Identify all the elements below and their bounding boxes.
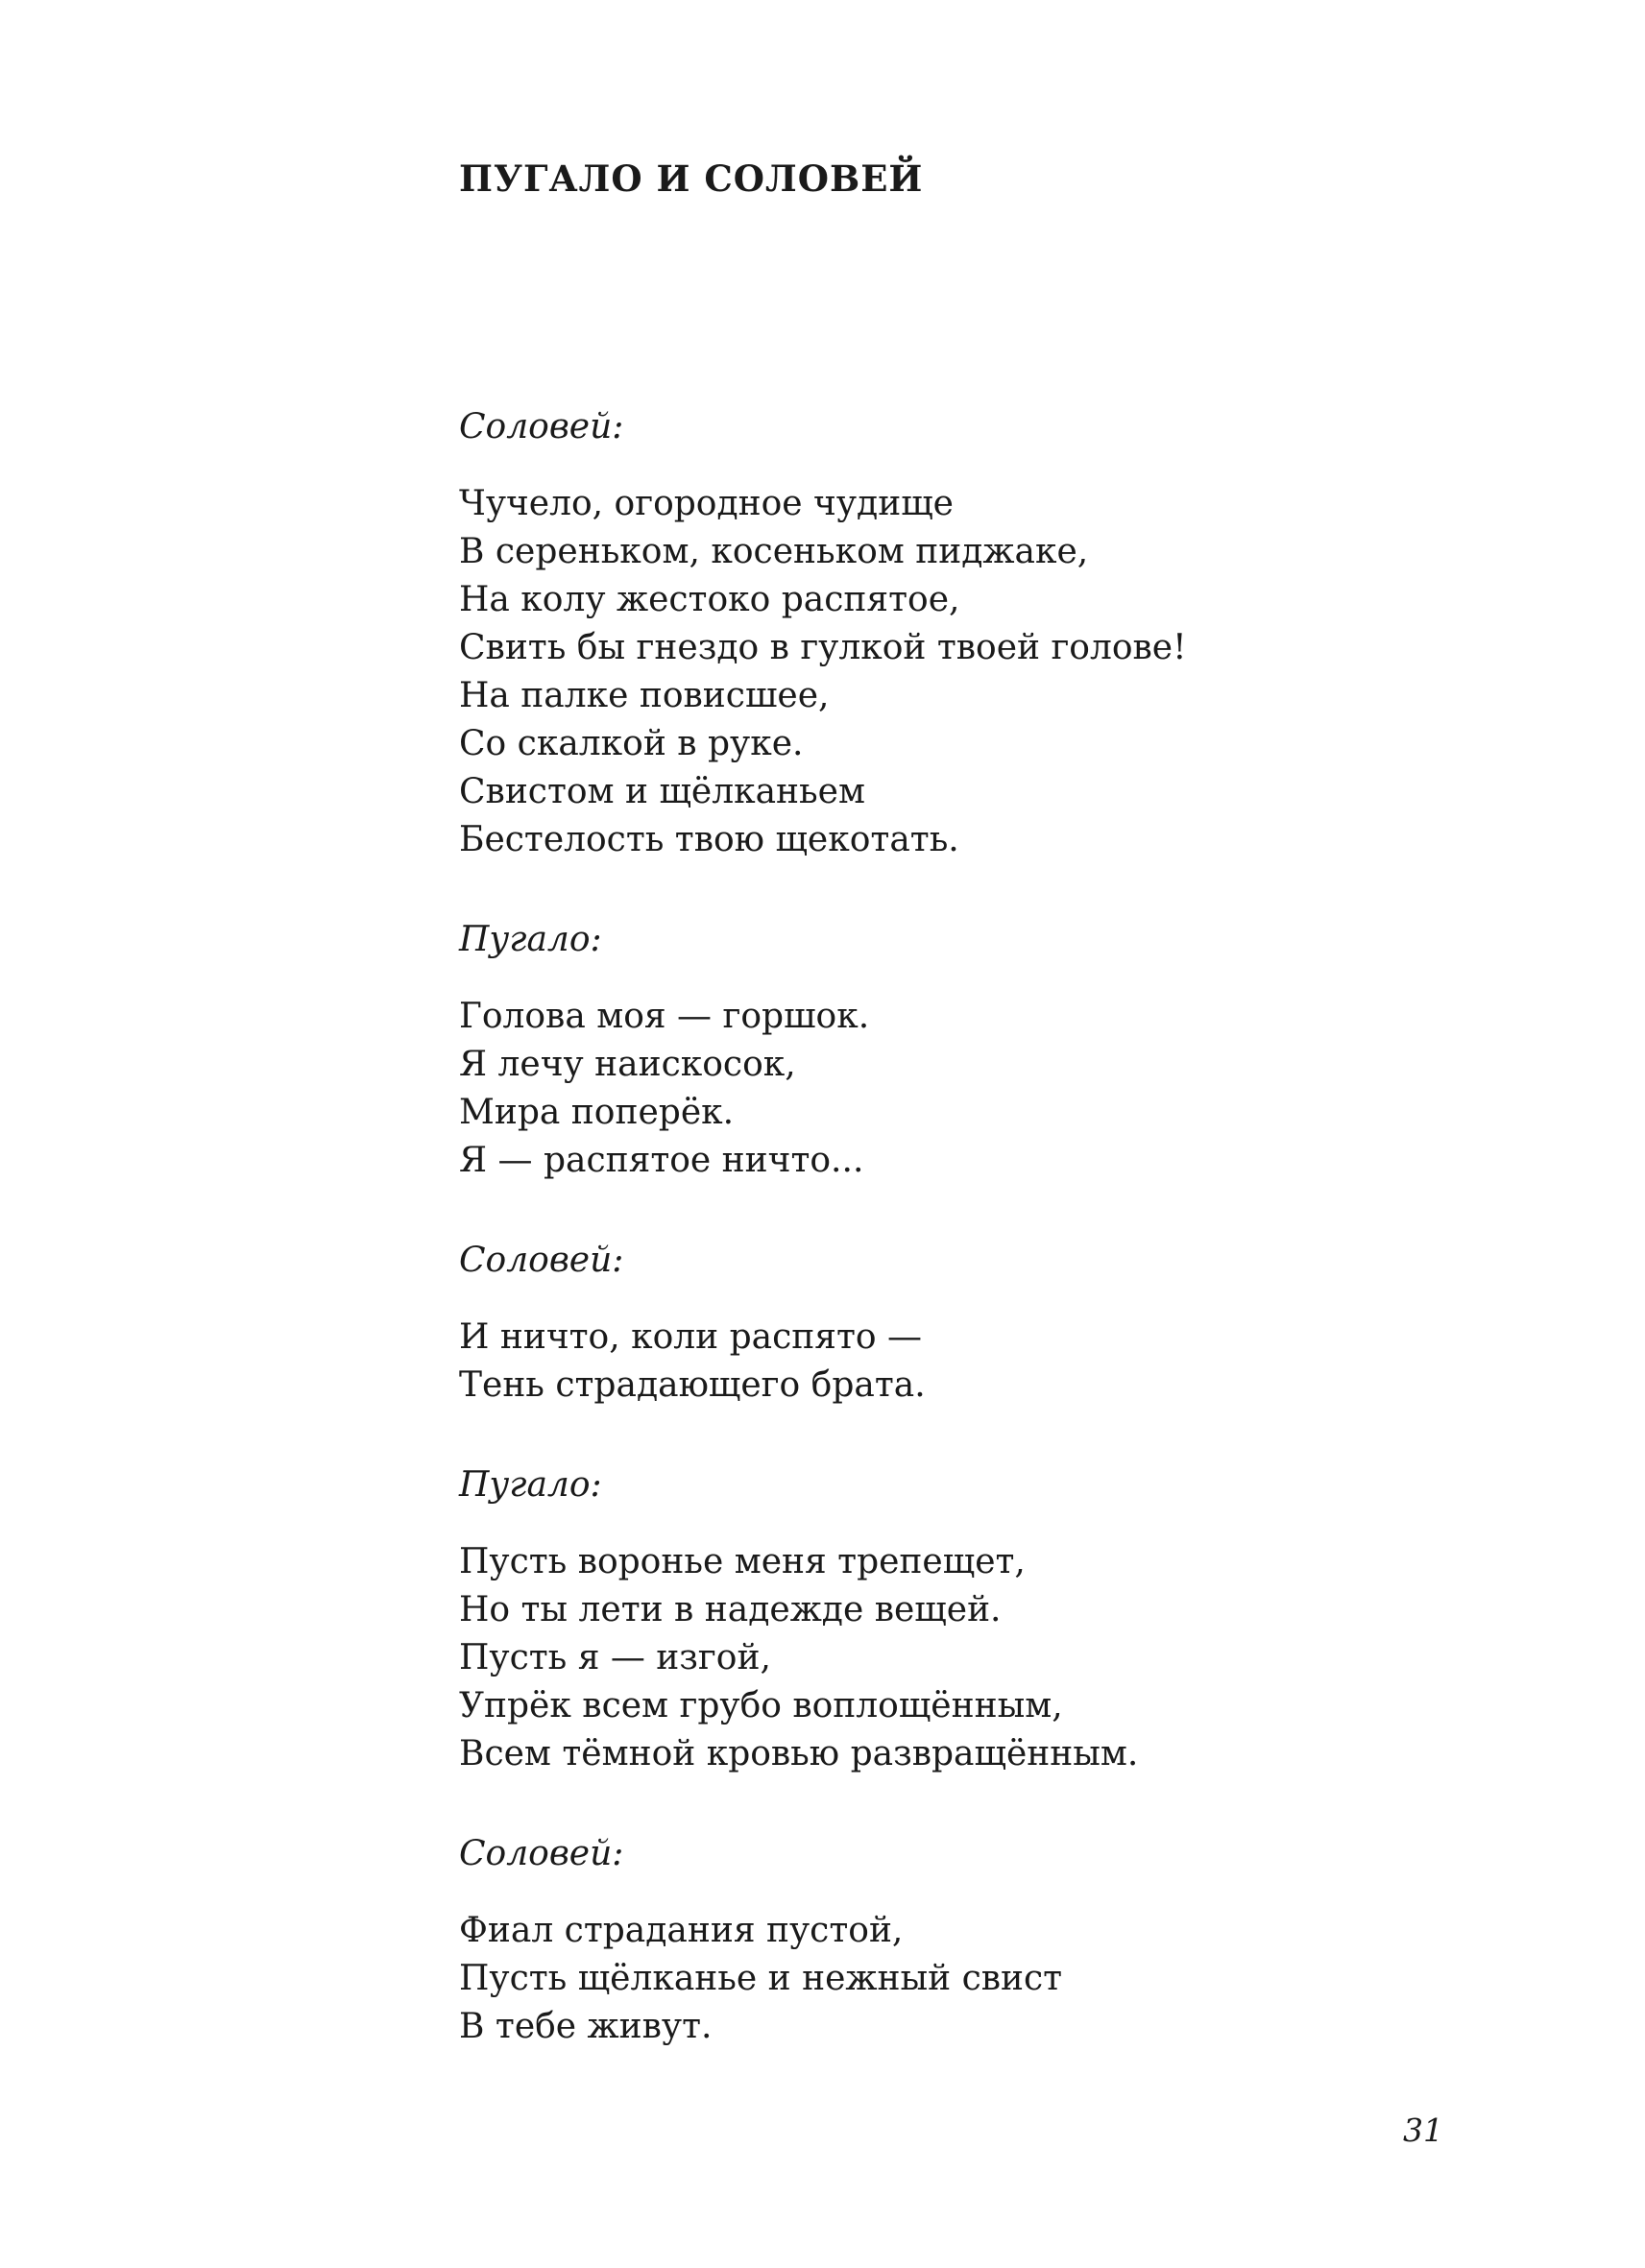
poem-line: Свить бы гнездо в гулкой твоей голове!	[459, 628, 1187, 667]
poem-line: Я — распятое ничто...	[459, 1141, 864, 1180]
poem-line: На палке повисшее,	[459, 676, 830, 715]
speaker-label: Соловей:	[459, 1834, 624, 1873]
poem-line: В сереньком, косеньком пиджаке,	[459, 532, 1089, 571]
stanza-5	[459, 1830, 1477, 2051]
poem-line: На колу жестоко распятое,	[459, 580, 960, 619]
poem-line: Пусть воронье меня трепещет,	[459, 1542, 1026, 1581]
stanza-lines	[459, 1314, 1477, 1410]
poem-title: ПУГАЛО И СОЛОВЕЙ	[459, 157, 924, 200]
speaker-label: Соловей:	[459, 1241, 624, 1280]
poem-line: Чучело, огородное чудище	[459, 484, 954, 523]
page-number: 31	[1403, 2111, 1443, 2149]
poem-line: Пусть я — изгой,	[459, 1638, 771, 1677]
poem-line: Со скалкой в руке.	[459, 724, 804, 763]
poem-line: В тебе живут.	[459, 2007, 713, 2046]
poem-body	[459, 403, 1477, 2103]
poem-line: Тень страдающего брата.	[459, 1365, 926, 1405]
stanza-4	[459, 1461, 1477, 1778]
poem-line: Голова моя — горшок.	[459, 997, 870, 1036]
speaker-label: Соловей:	[459, 407, 624, 446]
poem-line: Пусть щёлканье и нежный свист	[459, 1959, 1063, 1998]
poem-line: Я лечу наискосок,	[459, 1045, 796, 1084]
poem-line: Всем тёмной кровью развращённым.	[459, 1734, 1139, 1773]
stanza-lines	[459, 480, 1477, 864]
poem-line: Фиал страдания пустой,	[459, 1911, 904, 1950]
poem-line: Упрёк всем грубо воплощённым,	[459, 1686, 1063, 1725]
poem-line: И ничто, коли распято —	[459, 1317, 922, 1357]
poem-line: Мира поперёк.	[459, 1093, 735, 1132]
stanza-lines	[459, 1538, 1477, 1778]
speaker-label: Пугало:	[459, 1465, 602, 1505]
stanza-1	[459, 403, 1477, 864]
stanza-3	[459, 1237, 1477, 1410]
stanza-lines	[459, 1907, 1477, 2051]
stanza-2	[459, 916, 1477, 1185]
stanza-lines	[459, 993, 1477, 1185]
poem-line: Свистом и щёлканьем	[459, 772, 865, 811]
speaker-label: Пугало:	[459, 920, 602, 959]
poem-line: Но ты лети в надежде вещей.	[459, 1590, 1002, 1629]
poem-line: Бестелость твою щекотать.	[459, 820, 959, 859]
